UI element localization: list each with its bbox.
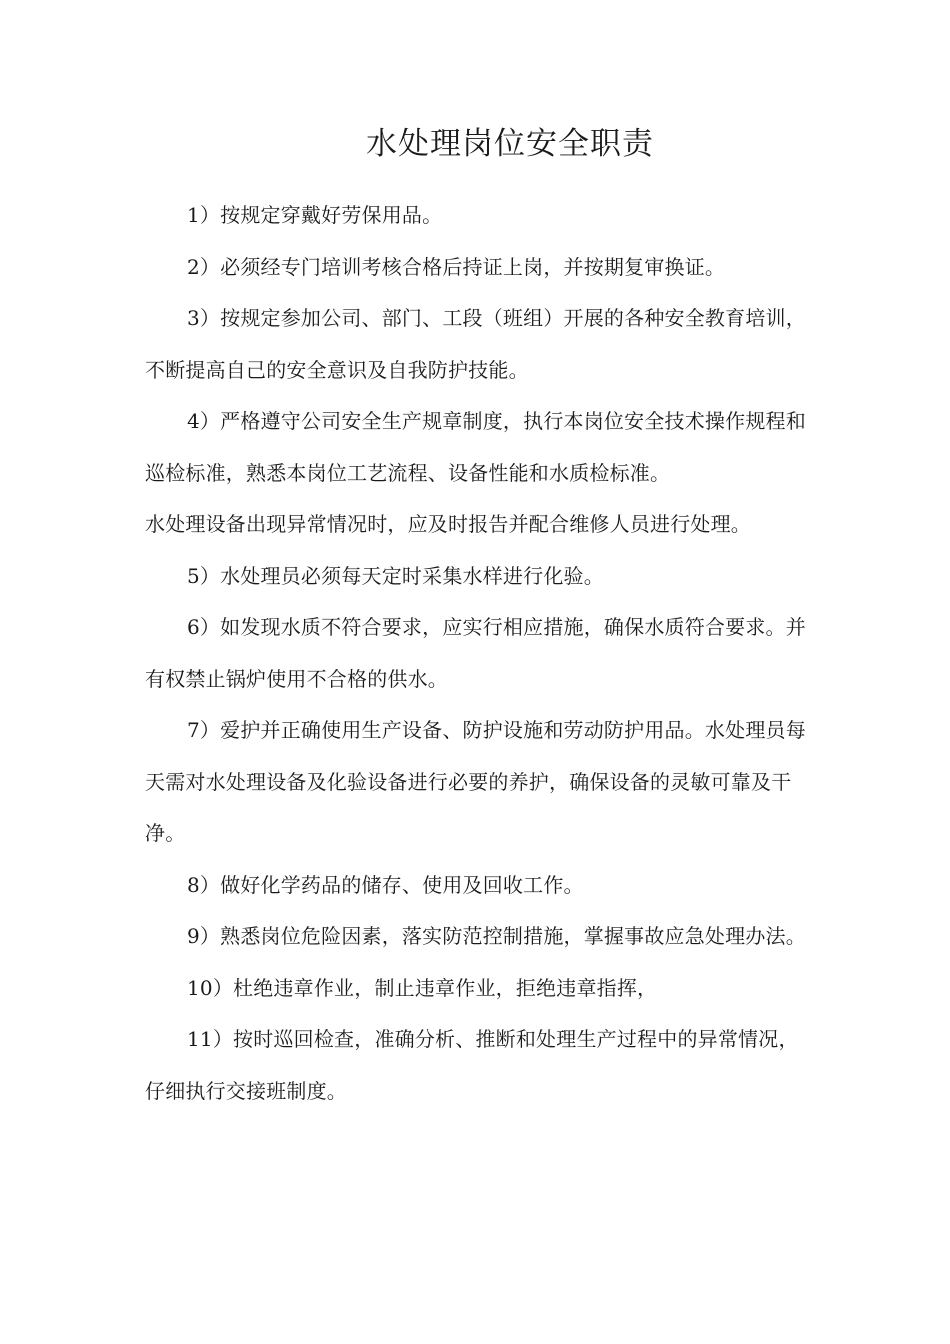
paragraph-3: 3）按规定参加公司、部门、工段（班组）开展的各种安全教育培训，不断提高自己的安全意识及自我防护技能。 bbox=[145, 306, 806, 382]
paragraph-10: 10）杜绝违章作业，制止违章作业，拒绝违章指挥， bbox=[187, 975, 658, 1000]
document-title: 水处理岗位安全职责 bbox=[366, 126, 654, 162]
paragraph-11: 11）按时巡回检查，准确分析、推断和处理生产过程中的异常情况，仔细执行交接班制度。 bbox=[145, 1027, 799, 1103]
paragraph-4: 4）严格遵守公司安全生产规章制度，执行本岗位安全技术操作规程和巡检标准，熟悉本岗位工艺流程、设备性能和水质检标准。 bbox=[145, 409, 806, 485]
paragraph-9: 9）熟悉岗位危险因素，落实防范控制措施，掌握事故应急处理办法。 bbox=[187, 924, 806, 948]
paragraph-6: 6）如发现水质不符合要求，应实行相应措施，确保水质符合要求。并有权禁止锅炉使用不合格的供水。 bbox=[145, 615, 806, 691]
document-body bbox=[145, 190, 810, 1117]
paragraph-7: 7）爱护并正确使用生产设备、防护设施和劳动防护用品。水处理员每天需对水处理设备及化验设备进行必要的养护，确保设备的灵敏可靠及干净。 bbox=[145, 718, 806, 845]
paragraph-8: 8）做好化学药品的储存、使用及回收工作。 bbox=[187, 872, 584, 897]
paragraph-2: 2）必须经专门培训考核合格后持证上岗，并按期复审换证。 bbox=[187, 254, 726, 279]
paragraph-4-continued: 水处理设备出现异常情况时，应及时报告并配合维修人员进行处理。 bbox=[145, 512, 751, 536]
paragraph-5: 5）水处理员必须每天定时采集水样进行化验。 bbox=[187, 563, 604, 588]
paragraph-1: 1）按规定穿戴好劳保用品。 bbox=[187, 203, 443, 227]
